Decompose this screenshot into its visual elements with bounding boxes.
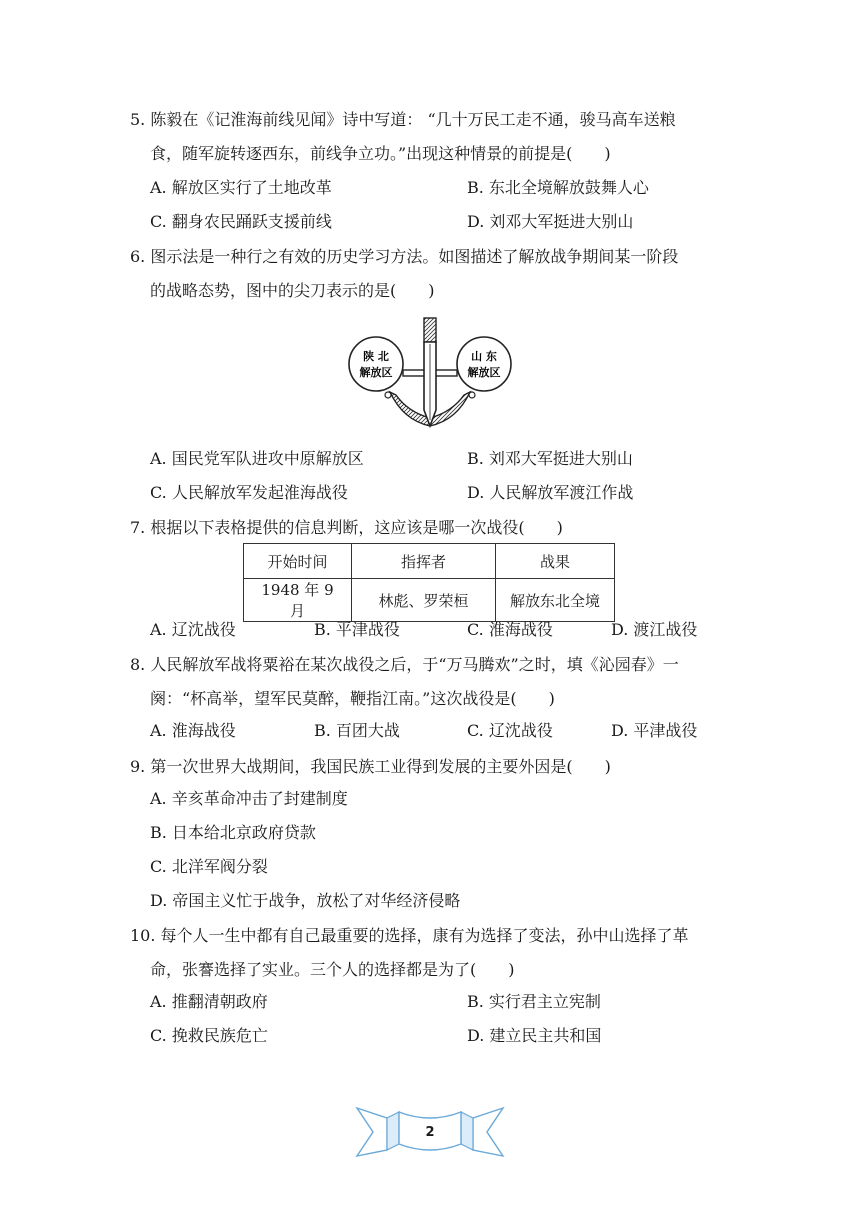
left-region-circle	[349, 337, 403, 391]
table-header-cell: 指挥者	[352, 544, 496, 579]
question-text: 陈毅在《记淮海前线见闻》诗中写道： “几十万民工走不通，骏马高车送粮	[150, 110, 676, 129]
question-text: 每个人一生中都有自己最重要的选择，康有为选择了变法，孙中山选择了革	[160, 926, 689, 945]
option-b[interactable]: B. 百团大战	[314, 721, 400, 740]
table-cell: 林彪、罗荣桓	[352, 579, 496, 622]
table-row	[244, 579, 615, 622]
question-7	[130, 511, 740, 545]
question-text-cont: 的战略态势，图中的尖刀表示的是( )	[150, 281, 435, 300]
question-text: 图示法是一种行之有效的历史学习方法。如图描述了解放战争期间某一阶段	[150, 247, 679, 266]
option-a[interactable]: A. 淮海战役	[150, 721, 236, 740]
question-9	[130, 750, 740, 784]
option-a[interactable]: A. 解放区实行了土地改革	[150, 178, 332, 197]
question-text: 人民解放军战将粟裕在某次战役之后，于“万马腾欢”之时，填《沁园春》一	[150, 655, 679, 674]
question-number: 6.	[130, 247, 146, 266]
battle-info-table	[243, 543, 615, 622]
question-number: 10.	[130, 926, 156, 945]
option-c[interactable]: C. 北洋军阀分裂	[150, 857, 268, 876]
question-5	[130, 103, 740, 171]
option-b[interactable]: B. 日本给北京政府贷款	[150, 823, 316, 842]
option-c[interactable]: C. 挽救民族危亡	[150, 1026, 268, 1045]
page-footer	[355, 1104, 505, 1166]
strategy-diagram	[348, 312, 512, 432]
option-a[interactable]: A. 推翻清朝政府	[150, 992, 268, 1011]
option-a[interactable]: A. 国民党军队进攻中原解放区	[150, 449, 364, 468]
left-region-label-1: 陕 北	[363, 350, 389, 363]
option-c[interactable]: C. 辽沈战役	[467, 721, 553, 740]
option-c[interactable]: C. 人民解放军发起淮海战役	[150, 483, 348, 502]
table-cell: 解放东北全境	[496, 579, 615, 622]
option-a[interactable]: A. 辽沈战役	[150, 620, 236, 639]
table-header-cell: 战果	[496, 544, 615, 579]
option-b[interactable]: B. 刘邓大军挺进大别山	[467, 449, 633, 468]
right-region-circle	[457, 337, 511, 391]
right-region-label-1: 山 东	[471, 350, 497, 363]
question-8	[130, 648, 740, 716]
question-text: 根据以下表格提供的信息判断，这应该是哪一次战役( )	[150, 518, 563, 537]
option-b[interactable]: B. 东北全境解放鼓舞人心	[467, 178, 649, 197]
left-region-label-2: 解放区	[359, 366, 393, 379]
table-header-row	[244, 544, 615, 579]
question-10	[130, 919, 740, 987]
option-d[interactable]: D. 渡江战役	[611, 620, 698, 639]
question-number: 9.	[130, 757, 146, 776]
question-number: 8.	[130, 655, 146, 674]
option-b[interactable]: B. 实行君主立宪制	[467, 992, 601, 1011]
option-a[interactable]: A. 辛亥革命冲击了封建制度	[150, 789, 348, 808]
option-c[interactable]: C. 淮海战役	[467, 620, 553, 639]
question-text-cont: 命，张謇选择了实业。三个人的选择都是为了( )	[150, 960, 515, 979]
question-6	[130, 240, 740, 308]
table-header-cell: 开始时间	[244, 544, 352, 579]
option-d[interactable]: D. 帝国主义忙于战争，放松了对华经济侵略	[150, 891, 461, 910]
option-d[interactable]: D. 人民解放军渡江作战	[467, 483, 634, 502]
option-b[interactable]: B. 平津战役	[314, 620, 400, 639]
right-region-label-2: 解放区	[467, 366, 501, 379]
table-cell: 1948 年 9 月	[244, 579, 352, 622]
option-d[interactable]: D. 刘邓大军挺进大别山	[467, 212, 634, 231]
question-text: 第一次世界大战期间，我国民族工业得到发展的主要外因是( )	[150, 757, 611, 776]
question-text-cont: 阕：“杯高举，望军民莫醉，鞭指江南。”这次战役是( )	[150, 689, 555, 708]
question-text-cont: 食，随军旋转逐西东，前线争立功。”出现这种情景的前提是( )	[150, 144, 611, 163]
page-number: 2	[425, 1125, 435, 1140]
question-number: 5.	[130, 110, 146, 129]
option-d[interactable]: D. 建立民主共和国	[467, 1026, 602, 1045]
option-c[interactable]: C. 翻身农民踊跃支援前线	[150, 212, 332, 231]
question-number: 7.	[130, 518, 146, 537]
option-d[interactable]: D. 平津战役	[611, 721, 698, 740]
